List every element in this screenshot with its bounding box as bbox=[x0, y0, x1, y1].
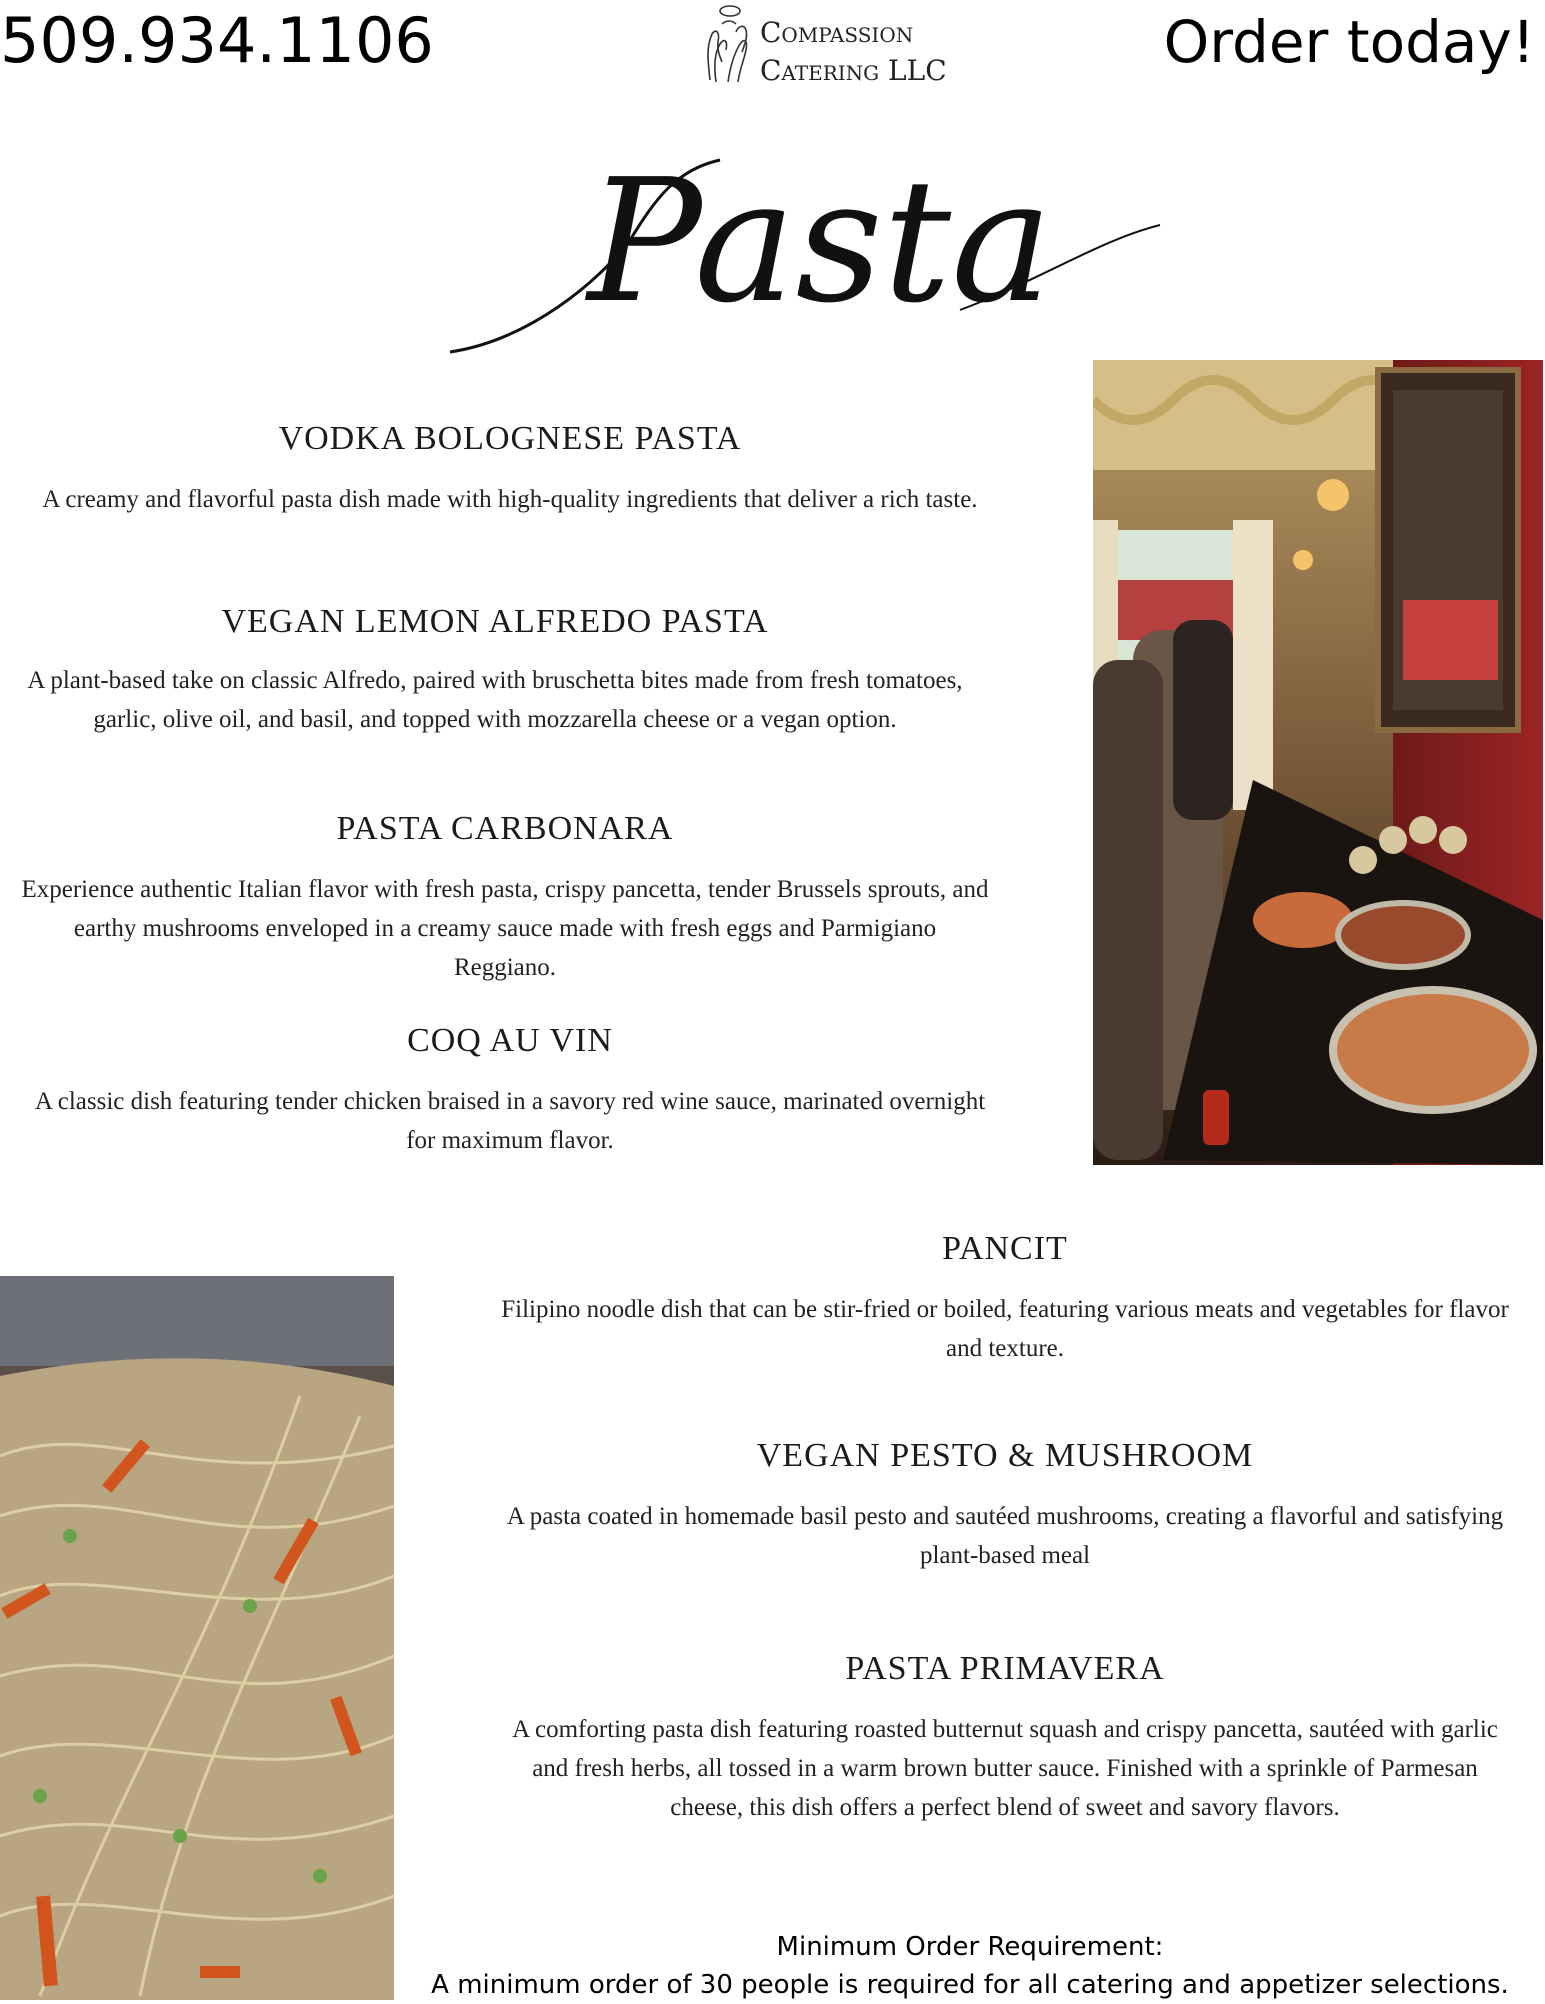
menu-item-vodka-bolognese bbox=[15, 420, 1005, 519]
company-logo bbox=[700, 0, 960, 90]
menu-item-name: VODKA BOLOGNESE PASTA bbox=[278, 420, 742, 457]
menu-item-name: VEGAN LEMON ALFREDO PASTA bbox=[221, 603, 769, 640]
menu-item-name: COQ AU VIN bbox=[407, 1022, 613, 1059]
menu-item-coq-au-vin bbox=[25, 1022, 995, 1160]
buffet-photo bbox=[1093, 360, 1543, 1165]
menu-item-name: PASTA CARBONARA bbox=[336, 810, 674, 847]
menu-item-vegan-lemon-alfredo bbox=[10, 603, 980, 739]
menu-item-vegan-pesto-mushroom bbox=[500, 1437, 1510, 1575]
menu-item-pasta-primavera bbox=[505, 1650, 1505, 1827]
hands-logo-icon bbox=[700, 2, 756, 86]
menu-item-name: VEGAN PESTO & MUSHROOM bbox=[756, 1437, 1254, 1474]
logo-text bbox=[760, 14, 947, 90]
minimum-order-title: Minimum Order Requirement: bbox=[776, 1932, 1164, 1962]
menu-item-description: A classic dish featuring tender chicken braised in a savory red wine sauce, marinated overnight for maximum flavor. bbox=[34, 1088, 986, 1154]
menu-item-name: PANCIT bbox=[942, 1230, 1068, 1267]
minimum-order-notice bbox=[400, 1928, 1540, 2004]
menu-item-description: Filipino noodle dish that can be stir-fried or boiled, featuring various meats and vegetables for flavor and texture. bbox=[501, 1296, 1509, 1362]
menu-item-description: A creamy and flavorful pasta dish made with high-quality ingredients that deliver a rich taste. bbox=[42, 486, 978, 513]
menu-item-name: PASTA PRIMAVERA bbox=[845, 1650, 1165, 1687]
menu-item-description: A comforting pasta dish featuring roasted butternut squash and crispy pancetta, sautéed with garlic and fresh herbs, all tossed in a warm brown butter sauce. Finished with a sprinkle of Parmesan cheese, this dish offers a perfect blend of sweet and savory flavors. bbox=[512, 1716, 1498, 1821]
pancit-photo bbox=[0, 1276, 394, 2000]
menu-item-pasta-carbonara bbox=[20, 810, 990, 987]
phone-number[interactable]: 509.934.1106 bbox=[0, 4, 434, 77]
order-today-cta[interactable]: Order today! bbox=[1163, 8, 1535, 76]
logo-line-2: Catering LLC bbox=[760, 54, 947, 87]
menu-item-pancit bbox=[495, 1230, 1515, 1368]
menu-item-description: Experience authentic Italian flavor with fresh pasta, crispy pancetta, tender Brussels sprouts, and earthy mushrooms enveloped in a creamy sauce made with fresh eggs and Parmigiano Reggiano. bbox=[21, 876, 989, 981]
title-text: Pasta bbox=[587, 143, 1053, 341]
menu-item-description: A pasta coated in homemade basil pesto and sautéed mushrooms, creating a flavorful and satisfying plant-based meal bbox=[506, 1503, 1504, 1569]
pasta-script-title bbox=[440, 130, 1200, 370]
minimum-order-text: A minimum order of 30 people is required for all catering and appetizer selections. bbox=[431, 1970, 1509, 2000]
menu-item-description: A plant-based take on classic Alfredo, paired with bruschetta bites made from fresh tomatoes, garlic, olive oil, and basil, and topped with mozzarella cheese or a vegan option. bbox=[27, 667, 963, 733]
logo-line-1: Compassion bbox=[760, 16, 914, 49]
